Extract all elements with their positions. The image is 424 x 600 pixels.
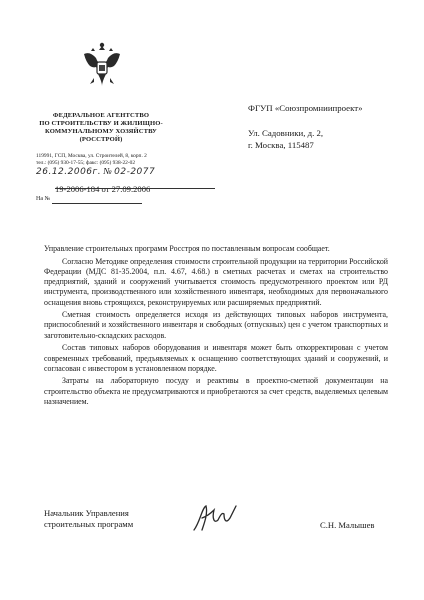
number-label: № [103, 166, 112, 176]
handwritten-number: 02-2077 [114, 167, 156, 177]
signer-title [44, 508, 133, 530]
outgoing-date-number [36, 166, 155, 177]
body-paragraph: Согласно Методике определения стоимости строительной продукции на территории Российской Федерации (МДС 81-35.2004, п.п. 4.67, 4.68.) в сметных расчетах и сметах на строительство предприятий, зданий и сооружений учитывается стоимость предусмотренного проектом или РД инструмента, производственного или хозяйственного инвентаря, необходимых для первоначального оснащения вновь строящихся, реконструируемых или расширяемых предприятий. [44, 256, 388, 307]
reference-line [52, 203, 142, 204]
registration-stamp: 19-2006-184 от 27.09.2006 [55, 184, 151, 194]
stamp-underline [55, 188, 215, 189]
letter-body [44, 244, 388, 410]
body-paragraph: Затраты на лабораторную посуду и реактивы в проектно-сметной документации на строительство объекта не предусматриваются и приобретаются за счет средств, выделяемых целевым назначением. [44, 376, 388, 406]
address-line: 119991, ГСП, Москва, ул. Строителей, 8, корп. 2 [36, 153, 147, 159]
state-emblem-icon [80, 40, 124, 90]
recipient-street: Ул. Садовники, д. 2, [248, 128, 324, 138]
agency-line: (РОССТРОЙ) [79, 136, 123, 143]
handwritten-date: 26.12.2006г. [36, 167, 102, 177]
recipient-city: г. Москва, 115487 [248, 140, 314, 150]
body-paragraph: Сметная стоимость определяется исходя из действующих типовых наборов инструмента, приспособлений и хозяйственного инвентаря и свободных (отпускных) цен с учетом транспортных и заготовительно-складских расходов. [44, 310, 388, 340]
agency-line: КОММУНАЛЬНОМУ ХОЗЯЙСТВУ [44, 128, 157, 135]
signer-name: С.Н. Малышев [320, 520, 375, 530]
sender-address [36, 153, 181, 167]
agency-line: ПО СТРОИТЕЛЬСТВУ И ЖИЛИЩНО- [39, 120, 163, 127]
reference-label: На № [36, 196, 51, 202]
contact-line: тел.: (095) 930-17-55; факс: (095) 938-22-02 [36, 160, 136, 166]
signer-title-line: Начальник Управления [44, 508, 129, 518]
recipient-address [248, 127, 323, 151]
signer-title-line: строительных программ [44, 519, 134, 529]
sender-agency-block [36, 112, 166, 144]
body-paragraph: Состав типовых наборов оборудования и инвентаря может быть откорректирован с учетом современных требований, предъявляемых к оснащению соответствующих зданий и сооружений, и согласован с инвестором в установленном порядке. [44, 343, 388, 373]
handwritten-signature-icon [190, 500, 240, 536]
agency-line: ФЕДЕРАЛЬНОЕ АГЕНТСТВО [52, 112, 150, 119]
body-paragraph: Управление строительных программ Росстроя по поставленным вопросам сообщает. [44, 244, 330, 253]
recipient-name: ФГУП «Союзпромниипроект» [248, 103, 363, 113]
